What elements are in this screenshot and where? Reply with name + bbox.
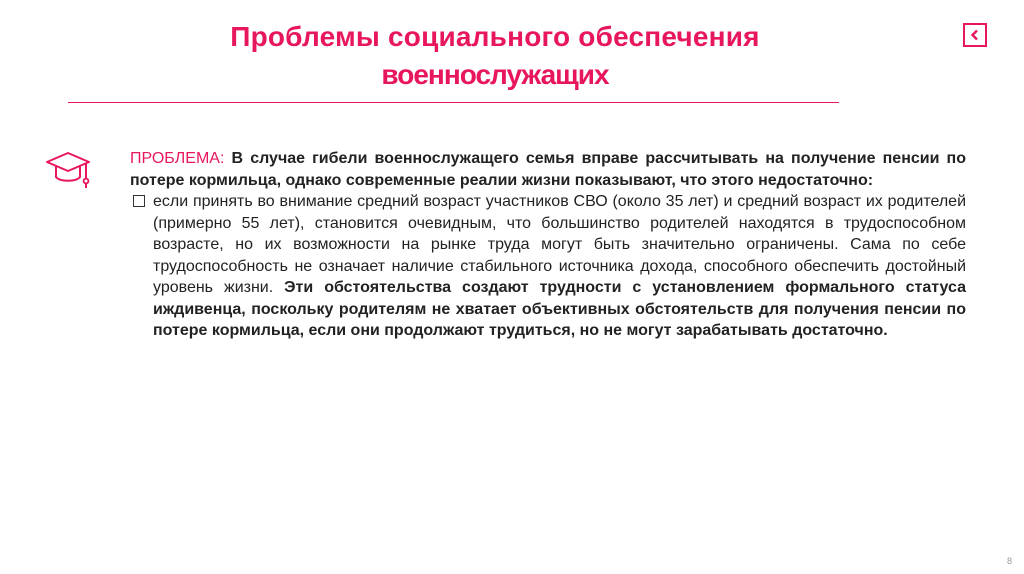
list-item <box>130 191 966 342</box>
problem-label: ПРОБЛЕМА: <box>130 150 225 167</box>
chevron-left-icon <box>969 29 981 41</box>
graduation-cap-icon <box>44 148 92 194</box>
problem-paragraph <box>130 148 966 191</box>
page-title <box>0 18 990 94</box>
bullet-text: если принять во внимание средний возраст участников СВО (около 35 лет) и средний возраст их родителей (примерно 55 лет), становится очевидным, что большинство родителей находятся в трудоспособном возрасте, но их возможности на рынке труда могут быть значительно ограничены. Сама по себе трудоспособность не означает наличие стабильного источника дохода, способного обеспечить достойный уровень жизни. <box>153 193 966 296</box>
bullet-bold-text: Эти обстоятельства создают трудности с установлением формального статуса иждивенца, поскольку родителям не хватает объективных обстоятельств для получения пенсии по потере кормильца, если они продолжают трудиться, но не могут зарабатывать достаточно. <box>153 279 966 339</box>
page-title-line-1: Проблемы социального обеспечения <box>230 21 760 52</box>
title-divider <box>68 102 839 103</box>
checkbox-bullet-icon <box>133 195 145 207</box>
problem-section <box>130 148 966 342</box>
problem-lead: В случае гибели военнослужащего семья вправе рассчитывать на получение пенсии по потере кормильца, однако современные реалии жизни показывают, что этого недостаточно: <box>130 150 966 189</box>
page-number: 8 <box>1006 556 1012 566</box>
page-title-line-2: военнослужащих <box>381 59 609 90</box>
back-button[interactable] <box>963 23 987 47</box>
